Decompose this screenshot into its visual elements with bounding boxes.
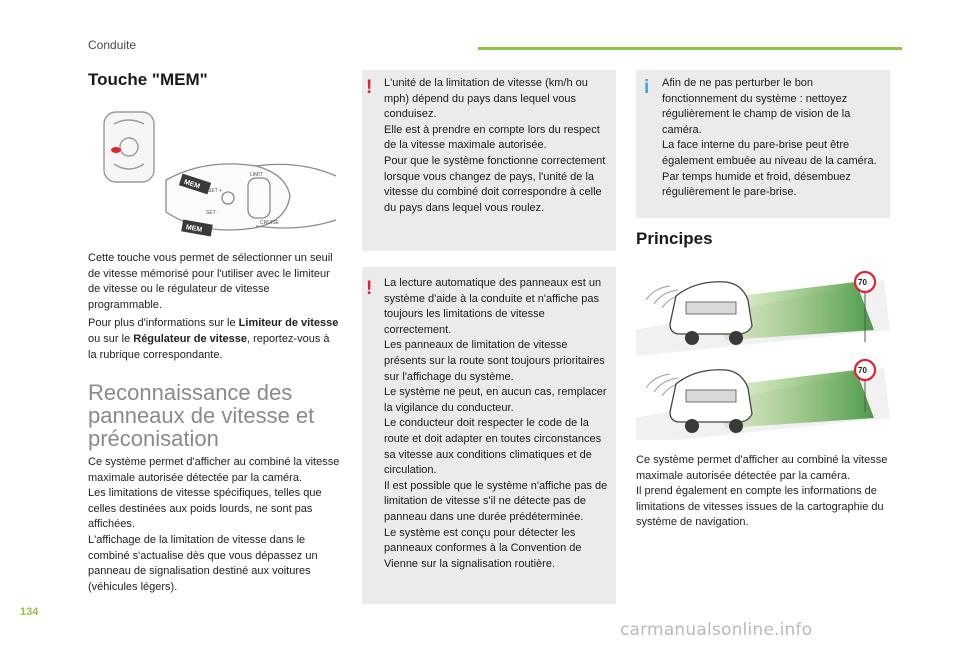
scene-top [636,272,890,356]
watermark: carmanualsonline.info [620,620,813,640]
warning-reading-text [384,276,608,572]
p2-bold-regulateur: Régulateur de vitesse [133,332,247,345]
p2-bold-limiteur: Limiteur de vitesse [238,317,339,330]
warning-reading-line: Le conducteur doit respecter le code de la route et doit adapter en toutes circonstances sa vitesse aux conditions climatiques et de circulation. [384,417,602,477]
info-camera-line: Afin de ne pas perturber le bon fonctionnement du système : nettoyez régulièrement le champ de vision de la caméra. [662,77,851,136]
highlight-dot-icon [111,147,121,153]
touche-mem-paragraph-1: Cette touche vous permet de sélectionner un seuil de vitesse mémorisé pour l'utiliser avec le limiteur de vitesse ou le régulateur de vitesse programmable. [88,252,333,311]
warning-unit-line: Elle est à prendre en compte lors du respect de la vitesse maximale autorisée. [384,123,600,152]
info-icon: i [644,77,650,98]
principes-line: Il prend également en compte les informations de limitations de vitesses issues de la cartographie du système de navigation. [636,485,884,529]
info-camera-line: La face interne du pare-brise peut être également embuée au niveau de la caméra. Par temps humide et froid, désembuez régulièrement le pare-brise. [662,139,877,199]
warning-unit-text [384,76,608,216]
mem-tag-top: MEM [182,178,201,191]
cruise-label: CRUISE [260,220,279,226]
reconnaissance-body [88,455,340,595]
principes-title: Principes [636,229,713,248]
limit-label: LIMIT [250,172,263,178]
info-camera-text [662,76,884,201]
warning-unit-line: Pour que le système fonctionne correctement lorsque vous changez de pays, l'unité de la vitesse du combiné doit correspondre à celle du pays dans lequel vous roulez. [384,154,606,214]
reconnaissance-line: L'affichage de la limitation de vitesse dans le combiné s'actualise dès que vous dépassez un panneau de signalisation destiné aux voitures (véhicules légers). [88,533,318,593]
info-box-camera [636,70,890,218]
warning-box-unit [362,70,616,251]
touche-mem-body [88,251,340,363]
mem-button-illustration [88,92,336,242]
principes-body [636,453,890,531]
warning-unit-line: L'unité de la limitation de vitesse (km/h ou mph) dépend du pays dans lequel vous conduisez. [384,77,588,121]
header-accent-bar [478,47,902,50]
touche-mem-paragraph-2 [88,316,340,363]
page-number: 134 [20,606,39,618]
warning-icon: ! [366,278,373,299]
car-sign-drawing [636,260,890,440]
reconnaissance-line: Les limitations de vitesse spécifiques, telles que celles destinées aux poids lourds, ne sont pas affichées. [88,487,322,531]
p2-text-e: , reportez-vous à la rubrique correspondante. [88,332,330,361]
set-plus-label: SET + [208,188,222,194]
principes-illustration [636,260,890,440]
speed-sign-bottom: 70 [858,366,867,375]
warning-reading-line: Il est possible que le système n'affiche pas de limitation de vitesse s'il ne détecte pas de panneau dans une durée prédéterminée. [384,479,608,523]
speed-sign-top: 70 [858,278,867,287]
mem-tag-bottom: MEM [185,224,203,234]
touche-mem-title: Touche "MEM" [88,70,208,89]
scene-bottom [636,360,890,440]
warning-reading-line: Le système est conçu pour détecter les panneaux conformes à la Convention de Vienne sur la signalisation routière. [384,526,582,570]
p2-text-c: ou sur le [88,332,134,345]
reconnaissance-title: Reconnaissance des panneaux de vitesse et préconisation [88,380,315,451]
warning-reading-line: Les panneaux de limitation de vitesse présents sur la route sont toujours prioritaires sur l'affichage du système. [384,339,605,383]
warning-box-reading [362,267,616,604]
steering-stalk-drawing [88,92,336,242]
set-minus-label: SET - [206,210,219,216]
section-label: Conduite [88,38,137,52]
reconnaissance-line: Ce système permet d'afficher au combiné la vitesse maximale autorisée détectée par la caméra. [88,456,340,484]
p2-text-a: Pour plus d'informations sur le [88,317,239,330]
warning-reading-line: Le système ne peut, en aucun cas, remplacer la vigilance du conducteur. [384,386,607,414]
warning-reading-line: La lecture automatique des panneaux est un système d'aide à la conduite et n'affiche pas toujours les limitations de vitesse correctement. [384,277,602,336]
warning-icon: ! [366,77,373,98]
principes-line: Ce système permet d'afficher au combiné la vitesse maximale autorisée détectée par la caméra. [636,454,888,482]
